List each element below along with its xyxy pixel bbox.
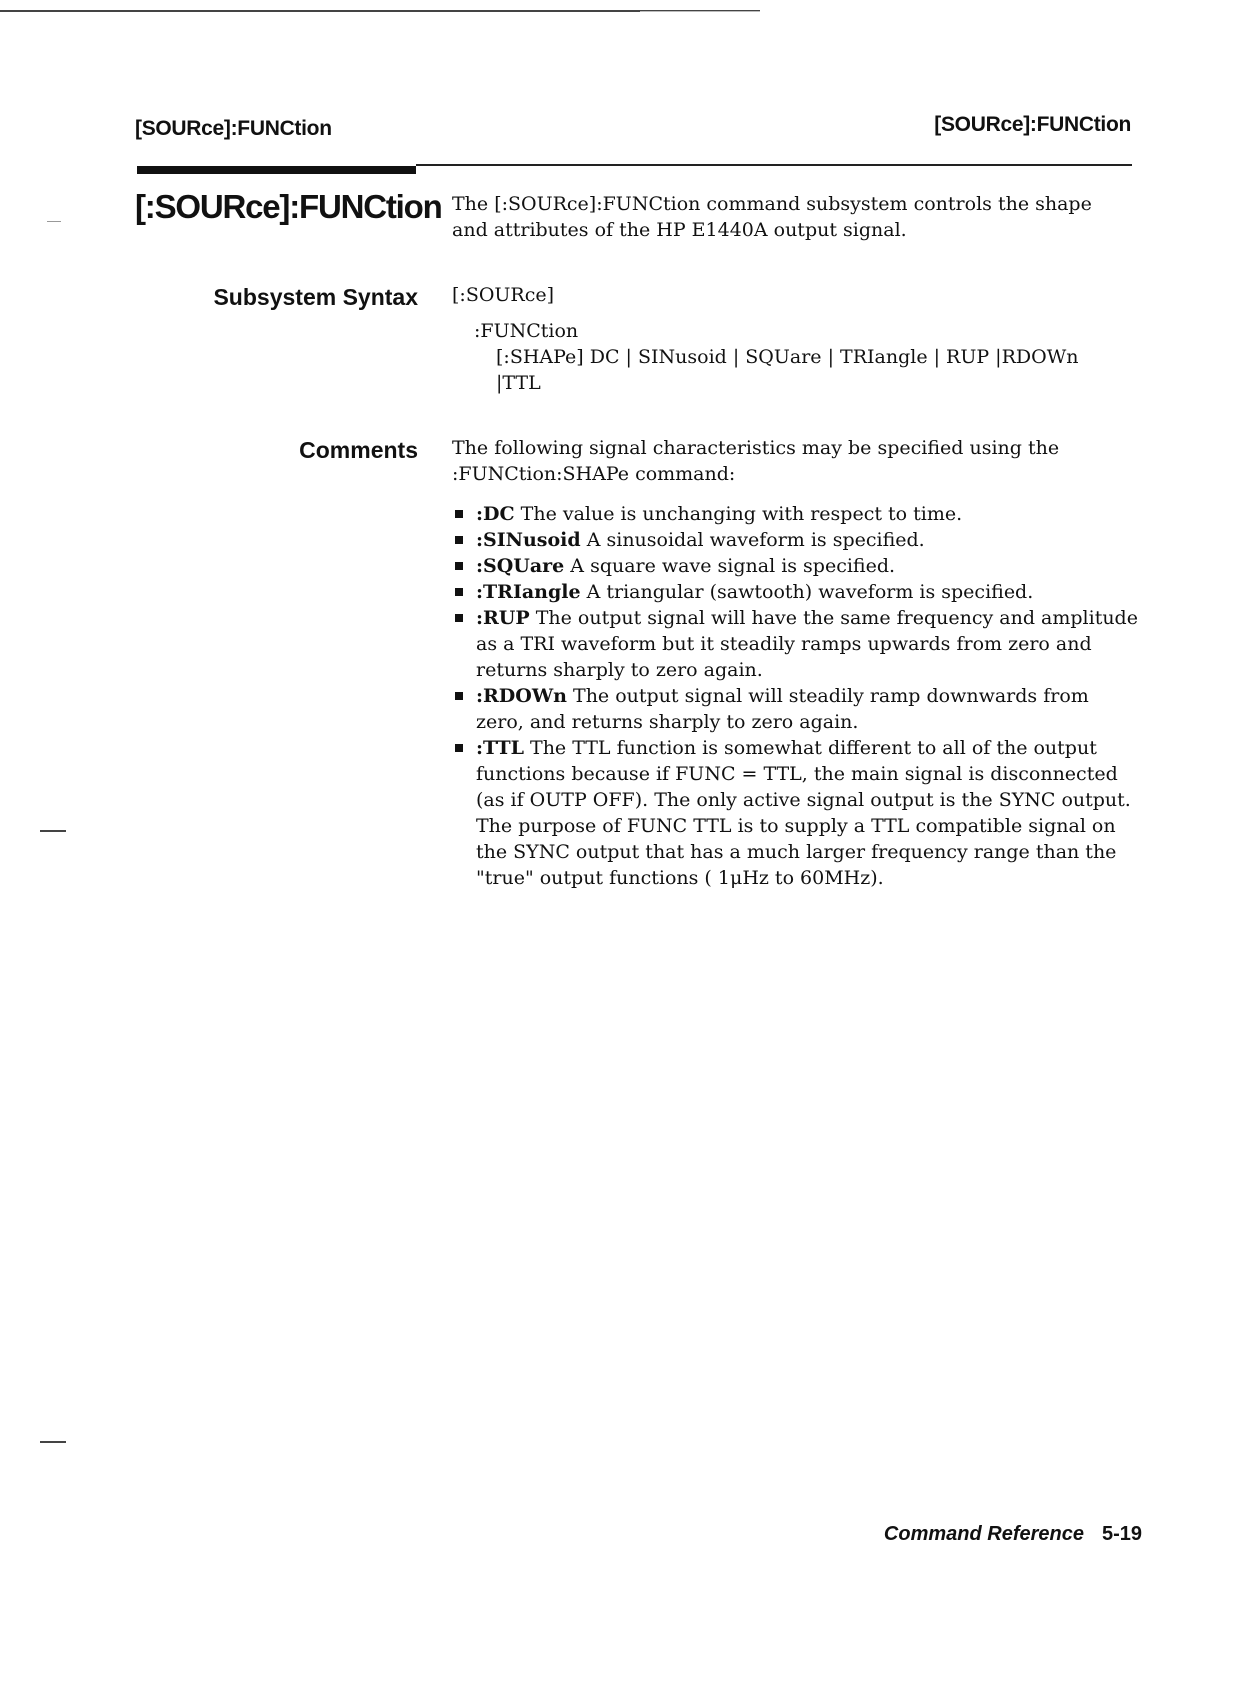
bullet-icon [455, 744, 463, 752]
item-keyword: :TRIangle [476, 581, 581, 603]
running-head-left: [SOURce]:FUNCtion [135, 117, 332, 140]
comments-label: Comments [299, 437, 418, 463]
page-number: 5-19 [1101, 1523, 1142, 1545]
list-item [452, 735, 1142, 891]
item-keyword: :RUP [476, 607, 530, 629]
item-text: The value is unchanging with respect to time. [514, 503, 963, 525]
list-item [452, 553, 1142, 579]
list-item [452, 605, 1142, 683]
page-footer [884, 1523, 1142, 1546]
section-heading-bar [137, 166, 416, 174]
item-keyword: :SINusoid [476, 529, 581, 551]
item-text: The output signal will have the same frequency and amplitude as a TRI waveform but it steadily ramps upwards from zero and returns sharply to zero again. [476, 607, 1138, 681]
syntax-block [452, 282, 1132, 396]
section-title: [:SOURce]:FUNCtion [135, 188, 442, 225]
syntax-line-shape: [:SHAPe] DC | SINusoid | SQUare | TRIangle | RUP |RDOWn [496, 346, 1079, 368]
subsystem-syntax-label: Subsystem Syntax [213, 284, 418, 310]
item-text: The TTL function is somewhat different to all of the output functions because if FUNC = TTL, the main signal is disconnected (as if OUTP OFF). The only active signal output is the SYNC output. The purpose of FUNC TTL is to supply a TTL compatible signal on the SYNC output that has a much larger frequency range than the "true" output functions ( 1μHz to 60MHz). [476, 737, 1131, 889]
list-item [452, 683, 1142, 735]
bullet-icon [455, 588, 463, 596]
list-item [452, 501, 1142, 527]
top-rule-faint [640, 11, 760, 12]
binding-mark [47, 221, 61, 222]
item-text: A triangular (sawtooth) waveform is specified. [580, 581, 1034, 603]
running-head-right: [SOURce]:FUNCtion [934, 113, 1131, 136]
syntax-line-function: :FUNCtion [474, 320, 579, 342]
item-text: A square wave signal is specified. [564, 555, 896, 577]
syntax-line-source: [:SOURce] [452, 284, 555, 306]
footer-title: Command Reference [883, 1523, 1084, 1545]
bullet-icon [455, 536, 463, 544]
item-keyword: :RDOWn [476, 685, 567, 707]
shape-list [452, 501, 1142, 891]
list-item [452, 579, 1142, 605]
section-intro: The [:SOURce]:FUNCtion command subsystem controls the shape and attributes of the HP E1440A output signal. [452, 193, 1092, 241]
item-keyword: :SQUare [476, 555, 565, 577]
section-heading-rule [416, 164, 1132, 166]
item-text: The output signal will steadily ramp downwards from zero, and returns sharply to zero again. [476, 685, 1089, 733]
comments-intro: The following signal characteristics may be specified using the :FUNCtion:SHAPe command: [452, 437, 1060, 485]
bullet-icon [455, 562, 463, 570]
syntax-line-ttl: |TTL [496, 372, 541, 394]
bullet-icon [455, 614, 463, 622]
bullet-icon [455, 692, 463, 700]
binding-mark [40, 830, 66, 832]
item-keyword: :DC [476, 503, 515, 525]
item-keyword: :TTL [476, 737, 524, 759]
bullet-icon [455, 510, 463, 518]
binding-mark [40, 1441, 66, 1443]
list-item [452, 527, 1142, 553]
item-text: A sinusoidal waveform is specified. [580, 529, 925, 551]
